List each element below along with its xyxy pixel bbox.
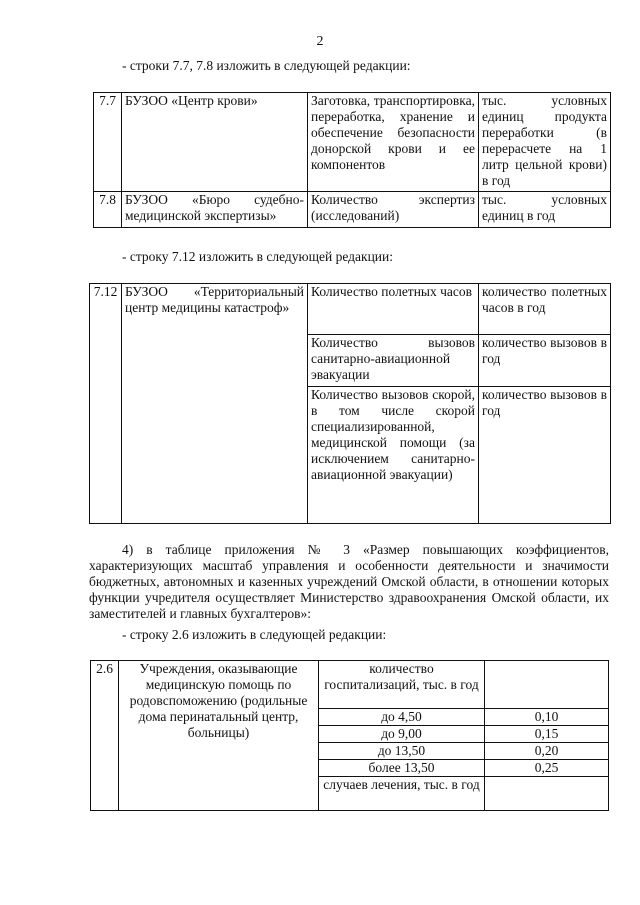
section2-intro: - строку 7.12 изложить в следующей редакции: [122,249,394,264]
coefficient-cell: 0,25 [485,760,609,777]
range-cell: до 13,50 [319,743,485,760]
table-row-2-6 [90,660,609,811]
coefficient-cell: 0,15 [485,726,609,743]
table-row [94,93,611,192]
table-row-7-12 [89,283,611,524]
coefficient-empty-cell [485,777,609,811]
row-number: 7.8 [94,192,122,228]
indicator-text: Количество полетных часов [308,284,479,335]
range-cell: более 13,50 [319,760,485,777]
unit-text: количество полетных часов в год [479,284,611,335]
organization-name: БУЗОО «Территориальный центр медицины катастроф» [122,284,308,524]
table-row [91,661,609,709]
page-number: 2 [316,34,324,49]
hospitalizations-header: количество госпитализаций, тыс. в год [319,661,485,709]
range-cell: до 4,50 [319,709,485,726]
row-number: 7.12 [90,284,122,524]
organization-name: Учреждения, оказывающие медицинскую помощь по родовспоможению (родильные дома перинатальный центр, больницы) [119,661,319,811]
indicator-text: Количество вызовов санитарно-авиационной эвакуации [308,335,479,387]
indicator-text: Количество вызовов скорой, в том числе скорой специализированной, медицинской помощи (за исключением санитарно-авиационной эвакуации) [308,387,479,524]
indicator-text: Заготовка, транспортировка, переработка, хранение и обеспечение безопасности донорской крови и ее компонентов [308,93,479,192]
organization-name: БУЗОО «Бюро судебно-медицинской экспертизы» [122,192,308,228]
unit-text: тыс. условных единиц в год [479,192,611,228]
unit-text: количество вызовов в год [479,335,611,387]
treatment-cases-header: случаев лечения, тыс. в год [319,777,485,811]
coefficient-cell: 0,10 [485,709,609,726]
coefficient-cell: 0,20 [485,743,609,760]
unit-text: количество вызовов в год [479,387,611,524]
row-number: 2.6 [91,661,119,811]
indicator-text: Количество экспертиз (исследований) [308,192,479,228]
row-number: 7.7 [94,93,122,192]
table-rows-7-7-7-8 [93,92,611,228]
coefficient-empty-cell [485,661,609,709]
unit-text: тыс. условных единиц продукта переработки (в перерасчете на 1 литр цельной крови) в год [479,93,611,192]
paragraph-item-4: 4) в таблице приложения № 3 «Размер повышающих коэффициентов, характеризующих масштаб управления и особенности деятельности и значимости бюджетных, автономных и казенных учреждений Омской области, в отношении которых функции учредителя осуществляет Министерство здравоохранения Омской области, их заместителей и главных бухгалтеров»: [89,542,609,621]
section3-intro: - строку 2.6 изложить в следующей редакции: [122,627,387,642]
table-row [94,192,611,228]
organization-name: БУЗОО «Центр крови» [122,93,308,192]
table-row [90,284,611,335]
section1-intro: - строки 7.7, 7.8 изложить в следующей редакции: [122,58,411,73]
range-cell: до 9,00 [319,726,485,743]
